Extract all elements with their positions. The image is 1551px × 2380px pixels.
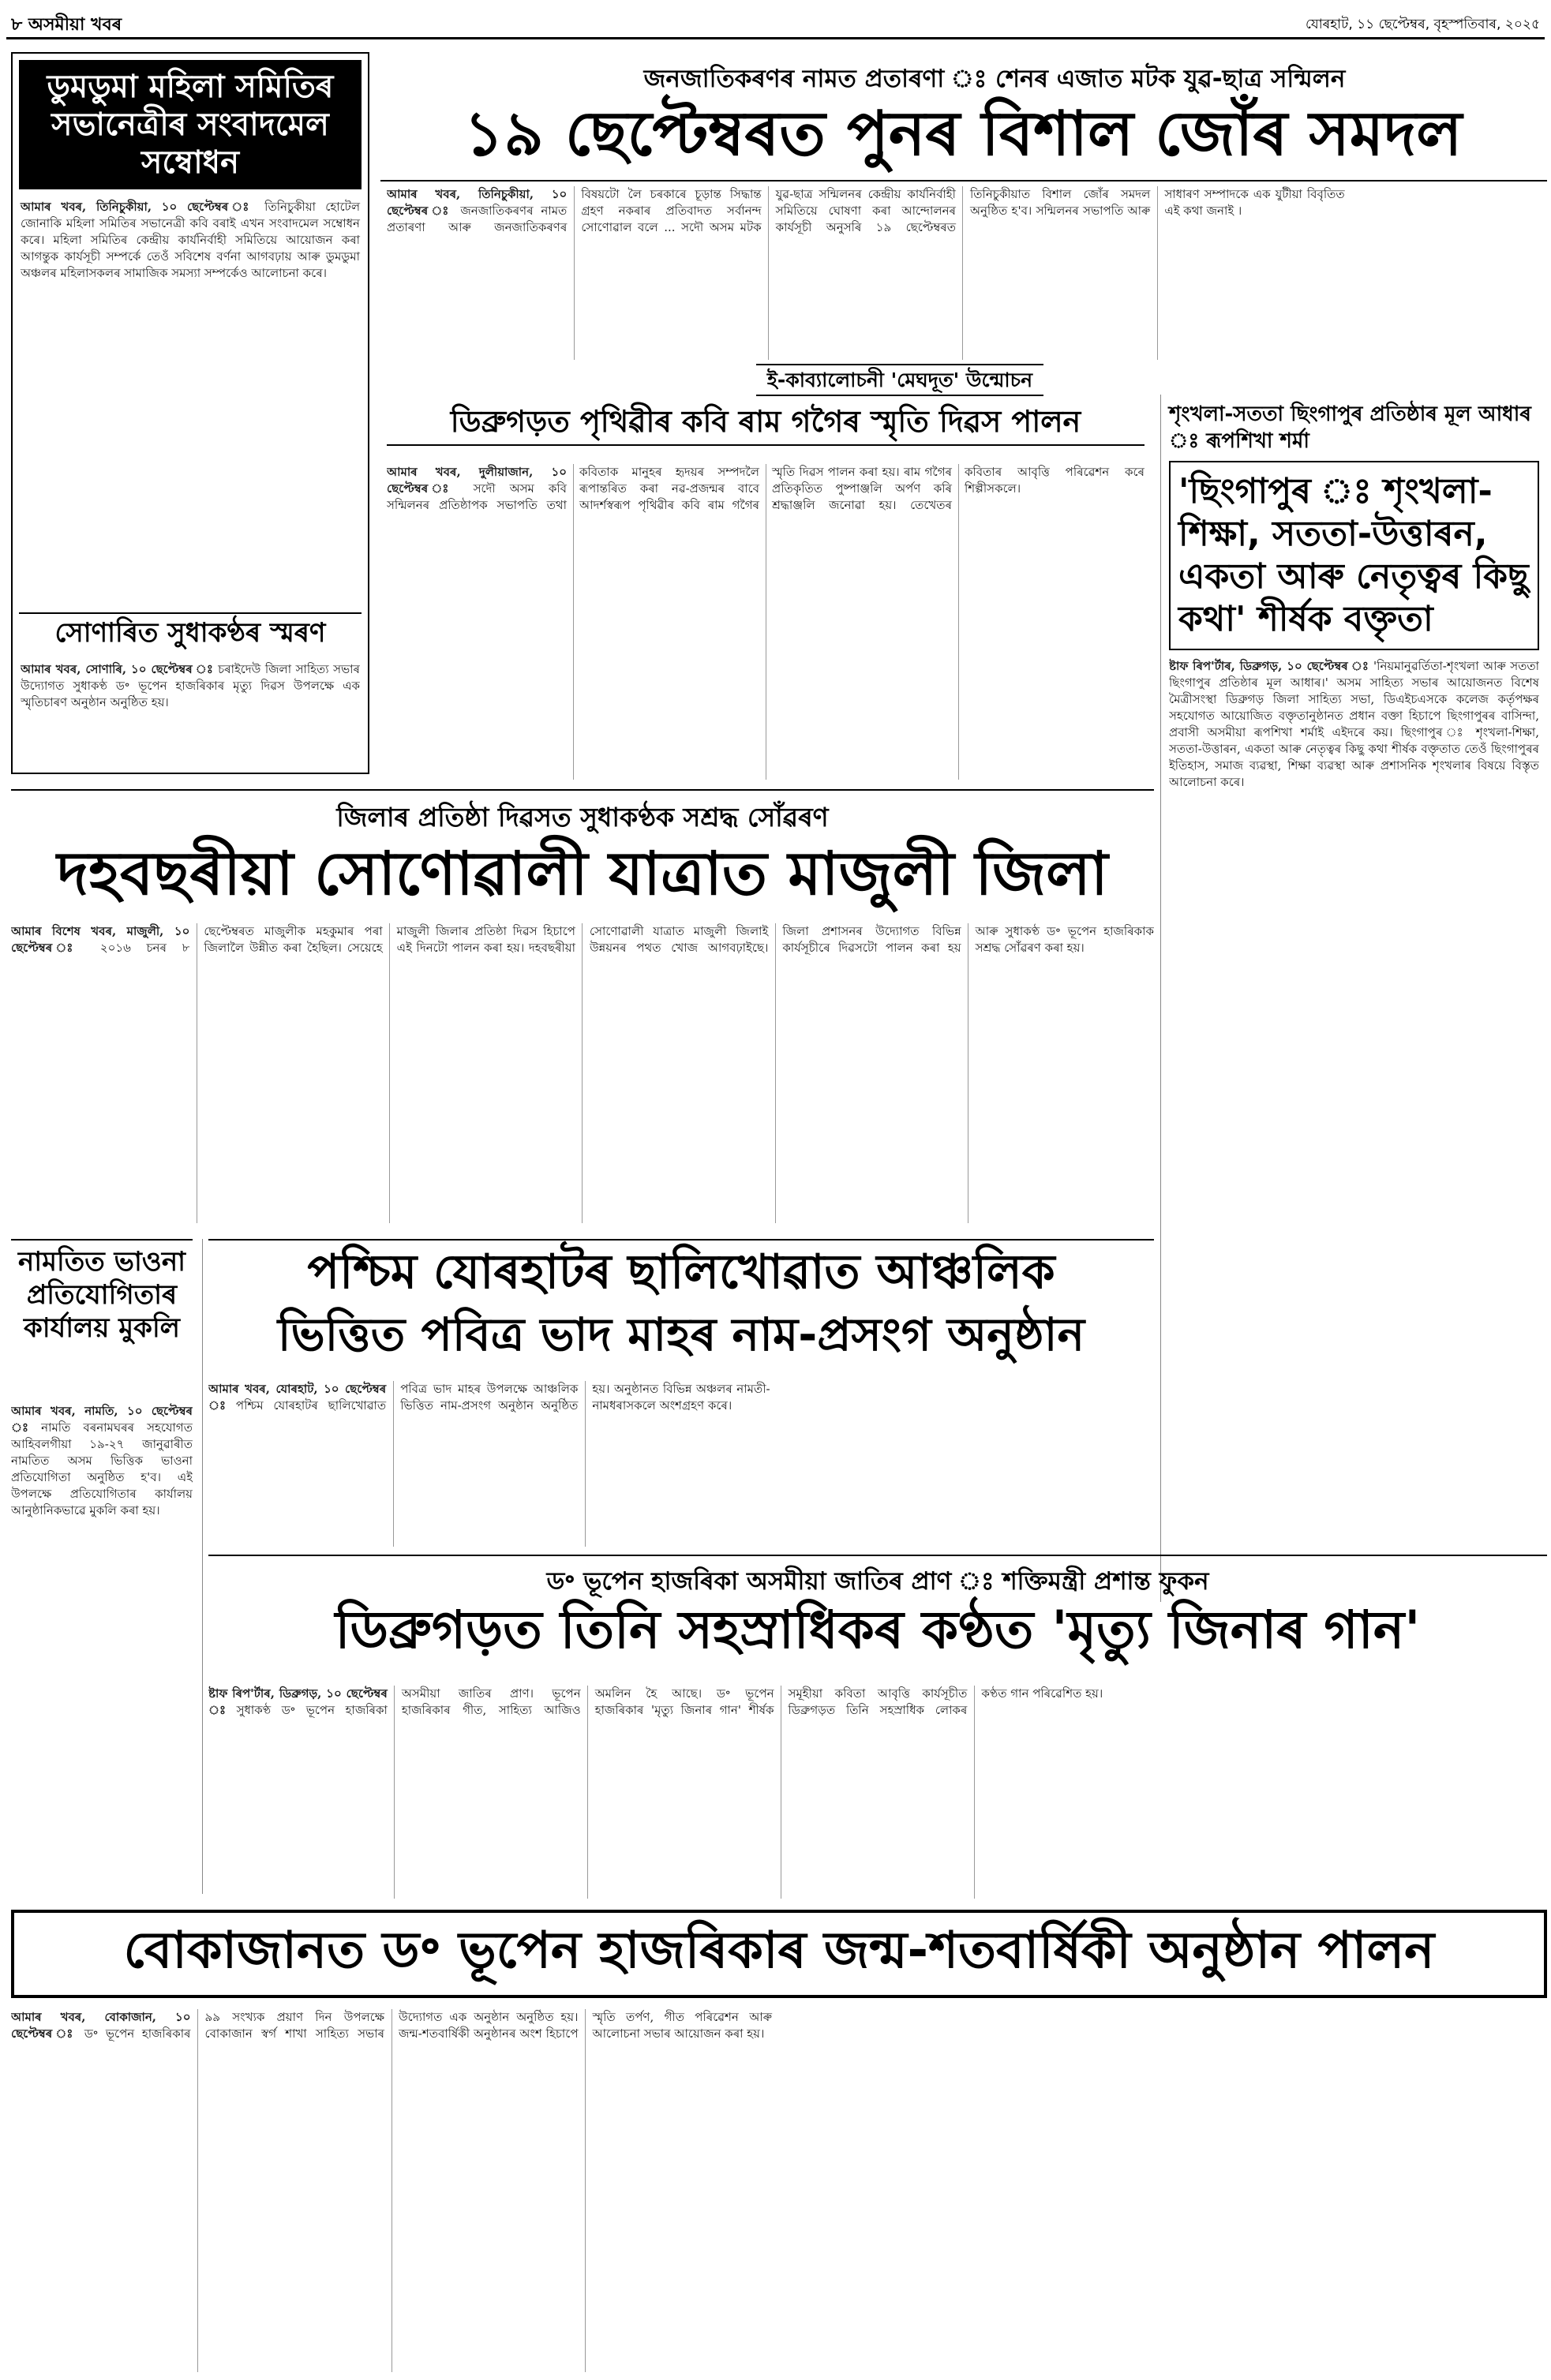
sidebar-text: 'নিয়মানুৱৰ্তিতা-শৃংখলা আৰু সততা ছিংগাপুৰ প্ৰতিষ্ঠাৰ মূল আধাৰ।' অসম সাহিত্য সভাৰ আয়োজনত বিশেষ মৈত্ৰীসংস্থা ডিব্ৰুগড় জিলা সাহিত্য সভা, ডিএইচএসকে কলেজ কৰ্তৃপক্ষৰ সহযোগত আয়োজিত বক্তৃতানুষ্ঠানত প্ৰধান বক্তা হিচাপে ছিংগাপুৰৰ বাসিন্দা, প্ৰবাসী অসমীয়া ৰূপশিখা শৰ্মাই এইদৰে কয়। ছিংগাপুৰ ঃ শৃংখলা-শিক্ষা, সততা-উত্তাৰন, একতা আৰু নেতৃত্বৰ কিছু কথা শীৰ্ষক বক্তৃতাত তেওঁ ছিংগাপুৰৰ ইতিহাস, সমাজ ব্যৱস্থা, শিক্ষা ব্যৱস্থা আৰু প্ৰশাসনিক শৃংখলাৰ বিষয়ে বিস্তৃত আলোচনা কৰে। [1169,659,1539,789]
jorhat-headline-2: ভিত্তিত পবিত্ৰ ভাদ মাহৰ নাম-প্ৰসংগ অনুষ্ঠান [277,1308,1085,1361]
dibru-song-body [208,1686,1547,1899]
dibru-song-text: সুধাকণ্ঠ ড॰ ভূপেন হাজৰিকা অসমীয়া জাতিৰ প্ৰাণ। ভূপেন হাজৰিকাৰ গীত, সাহিত্য আজিও অমলিন হৈ আছে। ড॰ ভূপেন হাজৰিকাৰ 'মৃত্যু জিনাৰ গান' শীৰ্ষক সমূহীয়া কবিতা আবৃত্তি কাৰ্যসূচীত ডিব্ৰুগড়ত তিনি সহস্ৰাধিক লোকৰ কণ্ঠত গান পৰিৱেশিত হয়। [236,1686,1103,1717]
dibru-song-dateline: ষ্টাফ ৰিপ'ৰ্টাৰ, ডিব্ৰুগড়, ১০ ছেপ্টেম্বৰ ঃ [208,1686,388,1717]
lead-text: জনজাতিকৰণৰ নামত প্ৰতাৰণা আৰু জনজাতিকৰণৰ বিষয়টো লৈ চৰকাৰে চূড়ান্ত সিদ্ধান্ত গ্ৰহণ নকৰাৰ প্ৰতিবাদত সৰ্বানন্দ সোণোৱাল বলে ... সদৌ অসম মটক যুৱ-ছাত্ৰ সন্মিলনৰ কেন্দ্ৰীয় কাৰ্যনিৰ্বাহী সমিতিয়ে ঘোষণা কৰা আন্দোলনৰ কাৰ্যসূচী অনুসৰি ১৯ ছেপ্টেম্বৰত তিনিচুকীয়াত বিশাল জোঁৰ সমদল অনুষ্ঠিত হ'ব। সন্মিলনৰ সভাপতি আৰু সাধাৰণ সম্পাদকে এক যুটীয়া বিবৃতিত এই কথা জনাই । [387,187,1345,234]
left-obit-headline: সোণাৰিত সুধাকণ্ঠৰ স্মৰণ [54,617,326,649]
jorhat-headline-1: পশ্চিম যোৰহাটৰ ছালিখোৱাত আঞ্চলিক [307,1244,1055,1300]
dibru-poet-body [387,464,1145,780]
sidebar-kicker: শৃংখলা-সততা ছিংগাপুৰ প্ৰতিষ্ঠাৰ মূল আধাৰ ঃ ৰূপশিখা শৰ্মা [1169,402,1531,453]
dibru-poet-text: সদৌ অসম কবি সন্মিলনৰ প্ৰতিষ্ঠাপক সভাপতি তথা কবিতাক মানুহৰ হৃদয়ৰ সম্পদলৈ ৰূপান্তৰিত কৰা নৱ-প্ৰজন্মৰ বাবে আদৰ্শস্বৰূপ পৃথিৱীৰ কবি ৰাম গগৈৰ স্মৃতি দিৱস পালন কৰা হয়। ৰাম গগৈৰ প্ৰতিকৃতিত পুষ্পাঞ্জলি অৰ্পণ কৰি শ্ৰদ্ধাঞ্জলি জনোৱা হয়। তেখেতৰ কবিতাৰ আবৃত্তি পৰিৱেশন কৰে শিল্পীসকলে। [387,465,1145,512]
date-label: যোৰহাট, ১১ ছেপ্টেম্বৰ, বৃহস্পতিবাৰ, ২০২৫ [1306,17,1540,32]
majuli-body [11,923,1154,1223]
page-number-label: ৮ অসমীয়া খবৰ [11,15,122,35]
lead-headline: ১৯ ছেপ্টেম্বৰত পুনৰ বিশাল জোঁৰ সমদল [463,99,1463,170]
bokakhat-dateline: আমাৰ খবৰ, বোকাজান, ১০ ছেপ্টেম্বৰ ঃ [11,2010,191,2041]
left-mid-dateline: আমাৰ খবৰ, নামতি, ১০ ছেপ্টেম্বৰ ঃ [11,1404,193,1435]
left-obit-body [21,661,360,770]
left-top-text: তিনিচুকীয়া হোটেল জোনাকি মহিলা সমিতিৰ সভানেত্ৰী কবি বৰাই এখন সংবাদমেল সম্বোধন কৰে। মহিলা সমিতিৰ কেন্দ্ৰীয় কাৰ্যনিৰ্বাহী সমিতিয়ে আয়োজন কৰা আগন্তুক কাৰ্যসূচী সম্পৰ্কে তেওঁ সবিশেষ বৰ্ণনা আগবঢ়ায় আৰু ডুমডুমা অঞ্চলৰ মহিলাসকলৰ সামাজিক সমস্যা সম্পৰ্কেও আলোচনা কৰে। [21,200,361,280]
dibru-song-kicker: ড॰ ভূপেন হাজৰিকা অসমীয়া জাতিৰ প্ৰাণ ঃ শক্তিমন্ত্ৰী প্ৰশান্ত ফুকন [546,1567,1209,1596]
sidebar-headline-box [1169,461,1539,650]
left-obit-dateline: আমাৰ খবৰ, সোণাৰি, ১০ ছেপ্টেম্বৰ ঃ [21,662,214,676]
bokakhat-headline: বোকাজানত ড॰ ভূপেন হাজৰিকাৰ জন্ম-শতবাৰ্ষিকী অনুষ্ঠান পালন [123,1922,1435,1980]
left-top-body [13,196,368,582]
majuli-text: ২০১৬ চনৰ ৮ ছেপ্টেম্বৰত মাজুলীক মহকুমাৰ পৰা জিলালৈ উন্নীত কৰা হৈছিল। সেয়েহে মাজুলী জিলাৰ প্ৰতিষ্ঠা দিৱস হিচাপে এই দিনটো পালন কৰা হয়। দহবছৰীয়া সোণোৱালী যাত্ৰাত মাজুলী জিলাই উন্নয়নৰ পথত খোজ আগবঢ়াইছে। জিলা প্ৰশাসনৰ উদ্যোগত বিভিন্ন কাৰ্যসূচীৰে দিৱসটো পালন কৰা হয় আৰু সুধাকণ্ঠ ড॰ ভূপেন হাজৰিকাক সশ্ৰদ্ধ সোঁৱৰণ কৰা হয়। [99,924,1154,955]
lead-body [387,186,1539,360]
majuli-headline: দহবছৰীয়া সোণোৱালী যাত্ৰাত মাজুলী জিলা [57,838,1108,908]
masthead-bar [6,5,1545,39]
dibru-song-headline: ডিব্ৰুগড়ত তিনি সহস্ৰাধিকৰ কণ্ঠত 'মৃত্যু জিনাৰ গান' [335,1600,1421,1660]
left-top-headline: ডুমডুমা মহিলা সমিতিৰ সভানেত্ৰীৰ সংবাদমেল সম্বোধন [47,69,334,181]
sidebar-story [1160,395,1547,1602]
dibru-poet-dateline: আমাৰ খবৰ, দুলীয়াজান, ১০ ছেপ্টেম্বৰ ঃ [387,465,567,496]
left-top-story [11,52,369,774]
jorhat-text: পশ্চিম যোৰহাটৰ ছালিখোৱাত পবিত্ৰ ভাদ মাহৰ উপলক্ষে আঞ্চলিক ভিত্তিত নাম-প্ৰসংগ অনুষ্ঠান অনুষ্ঠিত হয়। অনুষ্ঠানত বিভিন্ন অঞ্চলৰ নামতী-নামধৰাসকলে অংশগ্ৰহণ কৰে। [235,1382,770,1413]
left-mid-body [11,1403,193,1892]
sidebar-headline: 'ছিংগাপুৰ ঃ শৃংখলা-শিক্ষা, সততা-উত্তাৰন, একতা আৰু নেতৃত্বৰ কিছু কথা' শীৰ্ষক বক্তৃতা [1178,471,1529,639]
bokakhat-body [11,2009,1547,2372]
lead-kicker: জনজাতিকৰণৰ নামত প্ৰতাৰণা ঃ শেনৰ এজাত মটক যুৱ-ছাত্ৰ সন্মিলন [643,65,1346,93]
left-top-headline-box [19,60,362,189]
jorhat-dateline: আমাৰ খবৰ, যোৰহাট, ১০ ছেপ্টেম্বৰ ঃ [208,1382,387,1413]
majuli-kicker: জিলাৰ প্ৰতিষ্ঠা দিৱসত সুধাকণ্ঠক সশ্ৰদ্ধ সোঁৱৰণ [336,802,829,833]
left-mid-headline: নামতিত ভাওনা প্ৰতিযোগিতাৰ কাৰ্যালয় মুকলি [18,1246,185,1344]
sidebar-dateline: ষ্টাফ ৰিপ'ৰ্টাৰ, ডিব্ৰুগড়, ১০ ছেপ্টেম্বৰ ঃ [1169,659,1369,673]
left-mid-text: নামতি বৰনামঘৰৰ সহযোগত আহিবলগীয়া ১৯-২৭ জানুৱাৰীত নামতিত অসম ভিত্তিক ভাওনা প্ৰতিযোগিতা অনুষ্ঠিত হ'ব। এই উপলক্ষে প্ৰতিযোগিতাৰ কাৰ্যালয় আনুষ্ঠানিকভাৱে মুকলি কৰা হয়। [11,1420,193,1517]
lead-dateline: আমাৰ খবৰ, তিনিচুকীয়া, ১০ ছেপ্টেম্বৰ ঃ [387,187,568,218]
jorhat-body [208,1381,1154,1547]
sidebar-body [1169,658,1539,1574]
majuli-dateline: আমাৰ বিশেষ খবৰ, মাজুলী, ১০ ছেপ্টেম্বৰ ঃ [11,924,190,955]
meghdoot-label: ই-কাব্যালোচনী 'মেঘদূত' উন্মোচন [756,364,1043,396]
dibru-poet-headline: ডিব্ৰুগড়ত পৃথিৱীৰ কবি ৰাম গগৈৰ স্মৃতি দিৱস পালন [387,406,1145,446]
left-obit-text: চৰাইদেউ জিলা সাহিত্য সভাৰ উদ্যোগত সুধাকণ্ঠ ড॰ ভূপেন হাজৰিকাৰ মৃত্যু দিৱস উপলক্ষে এক স্মৃতিচাৰণ অনুষ্ঠান অনুষ্ঠিত হয়। [21,662,360,709]
meghdoot-strip [687,365,1113,396]
bokakhat-text: ড॰ ভূপেন হাজৰিকাৰ ৯৯ সংখ্যক প্ৰয়াণ দিন উপলক্ষে বোকাজান স্বৰ্গ শাখা সাহিত্য সভাৰ উদ্যোগত এক অনুষ্ঠান অনুষ্ঠিত হয়। জন্ম-শতবাৰ্ষিকী অনুষ্ঠানৰ অংশ হিচাপে স্মৃতি তৰ্পণ, গীত পৰিৱেশন আৰু আলোচনা সভাৰ আয়োজন কৰা হয়। [84,2010,772,2041]
left-top-dateline: আমাৰ খবৰ, তিনিচুকীয়া, ১০ ছেপ্টেম্বৰ ঃ [21,200,255,214]
bokakhat-headline-box [11,1910,1547,1998]
